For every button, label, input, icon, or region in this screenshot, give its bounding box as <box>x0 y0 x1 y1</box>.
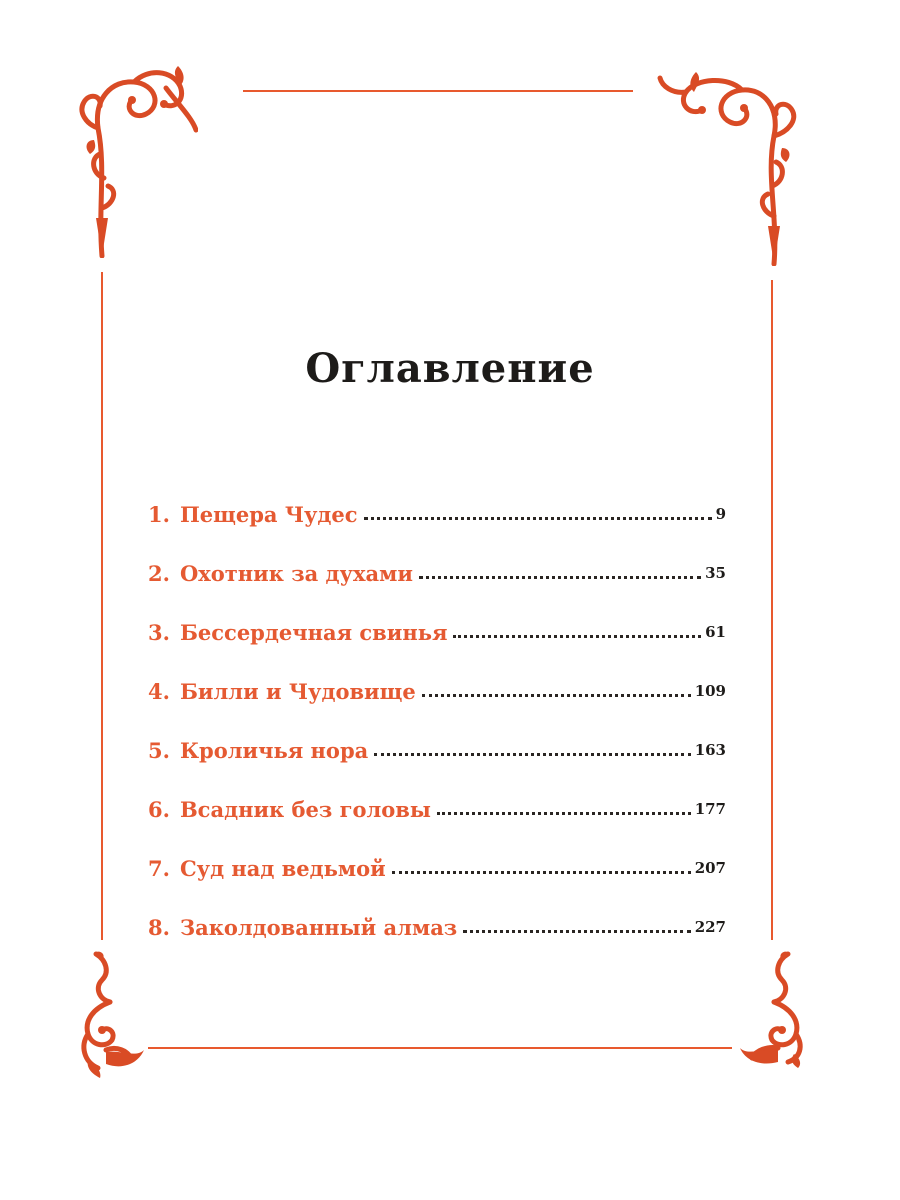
toc-number: 7. <box>148 856 170 881</box>
bottom-border-line <box>148 1047 732 1049</box>
corner-flourish-top-left-icon <box>68 58 198 258</box>
toc-number: 5. <box>148 738 170 763</box>
dot-leader <box>422 694 691 697</box>
toc-page-number: 177 <box>694 800 726 818</box>
toc-chapter-title: Охотник за духами <box>179 561 413 586</box>
toc-entry-4[interactable] <box>148 645 726 704</box>
corner-flourish-bottom-left-icon <box>66 950 146 1078</box>
toc-entry-1[interactable] <box>148 468 726 527</box>
toc-number: 1. <box>148 502 170 527</box>
toc-number: 4. <box>148 679 170 704</box>
toc-page-number: 227 <box>694 918 726 936</box>
toc-chapter-title: Пещера Чудес <box>179 502 358 527</box>
toc-entry-6[interactable] <box>148 763 726 822</box>
page-title: Оглавление <box>305 344 595 392</box>
toc-entry-7[interactable] <box>148 822 726 881</box>
toc-page-number: 61 <box>705 623 726 641</box>
toc-number: 6. <box>148 797 170 822</box>
dot-leader <box>419 576 701 579</box>
corner-flourish-top-right-icon <box>656 66 806 266</box>
toc-page-number: 207 <box>694 859 726 877</box>
dot-leader <box>463 930 690 933</box>
toc-chapter-title: Всадник без головы <box>179 797 431 822</box>
toc-chapter-title: Билли и Чудовище <box>179 679 416 704</box>
top-border-line <box>243 90 633 92</box>
dot-leader <box>453 635 701 638</box>
toc-page-number: 163 <box>694 741 726 759</box>
toc-number: 2. <box>148 561 170 586</box>
toc-page-number: 9 <box>715 505 726 523</box>
dot-leader <box>392 871 691 874</box>
toc-number: 8. <box>148 915 170 940</box>
table-of-contents <box>148 468 726 940</box>
toc-page-number: 35 <box>705 564 726 582</box>
corner-flourish-bottom-right-icon <box>738 950 818 1070</box>
toc-chapter-title: Кроличья нора <box>179 738 369 763</box>
toc-entry-3[interactable] <box>148 586 726 645</box>
dot-leader <box>374 753 690 756</box>
toc-entry-2[interactable] <box>148 527 726 586</box>
toc-number: 3. <box>148 620 170 645</box>
toc-page-number: 109 <box>694 682 726 700</box>
toc-entry-5[interactable] <box>148 704 726 763</box>
dot-leader <box>364 517 712 520</box>
toc-chapter-title: Суд над ведьмой <box>179 856 386 881</box>
dot-leader <box>437 812 691 815</box>
toc-entry-8[interactable] <box>148 881 726 940</box>
toc-chapter-title: Бессердечная свинья <box>179 620 448 645</box>
toc-chapter-title: Заколдованный алмаз <box>179 915 458 940</box>
